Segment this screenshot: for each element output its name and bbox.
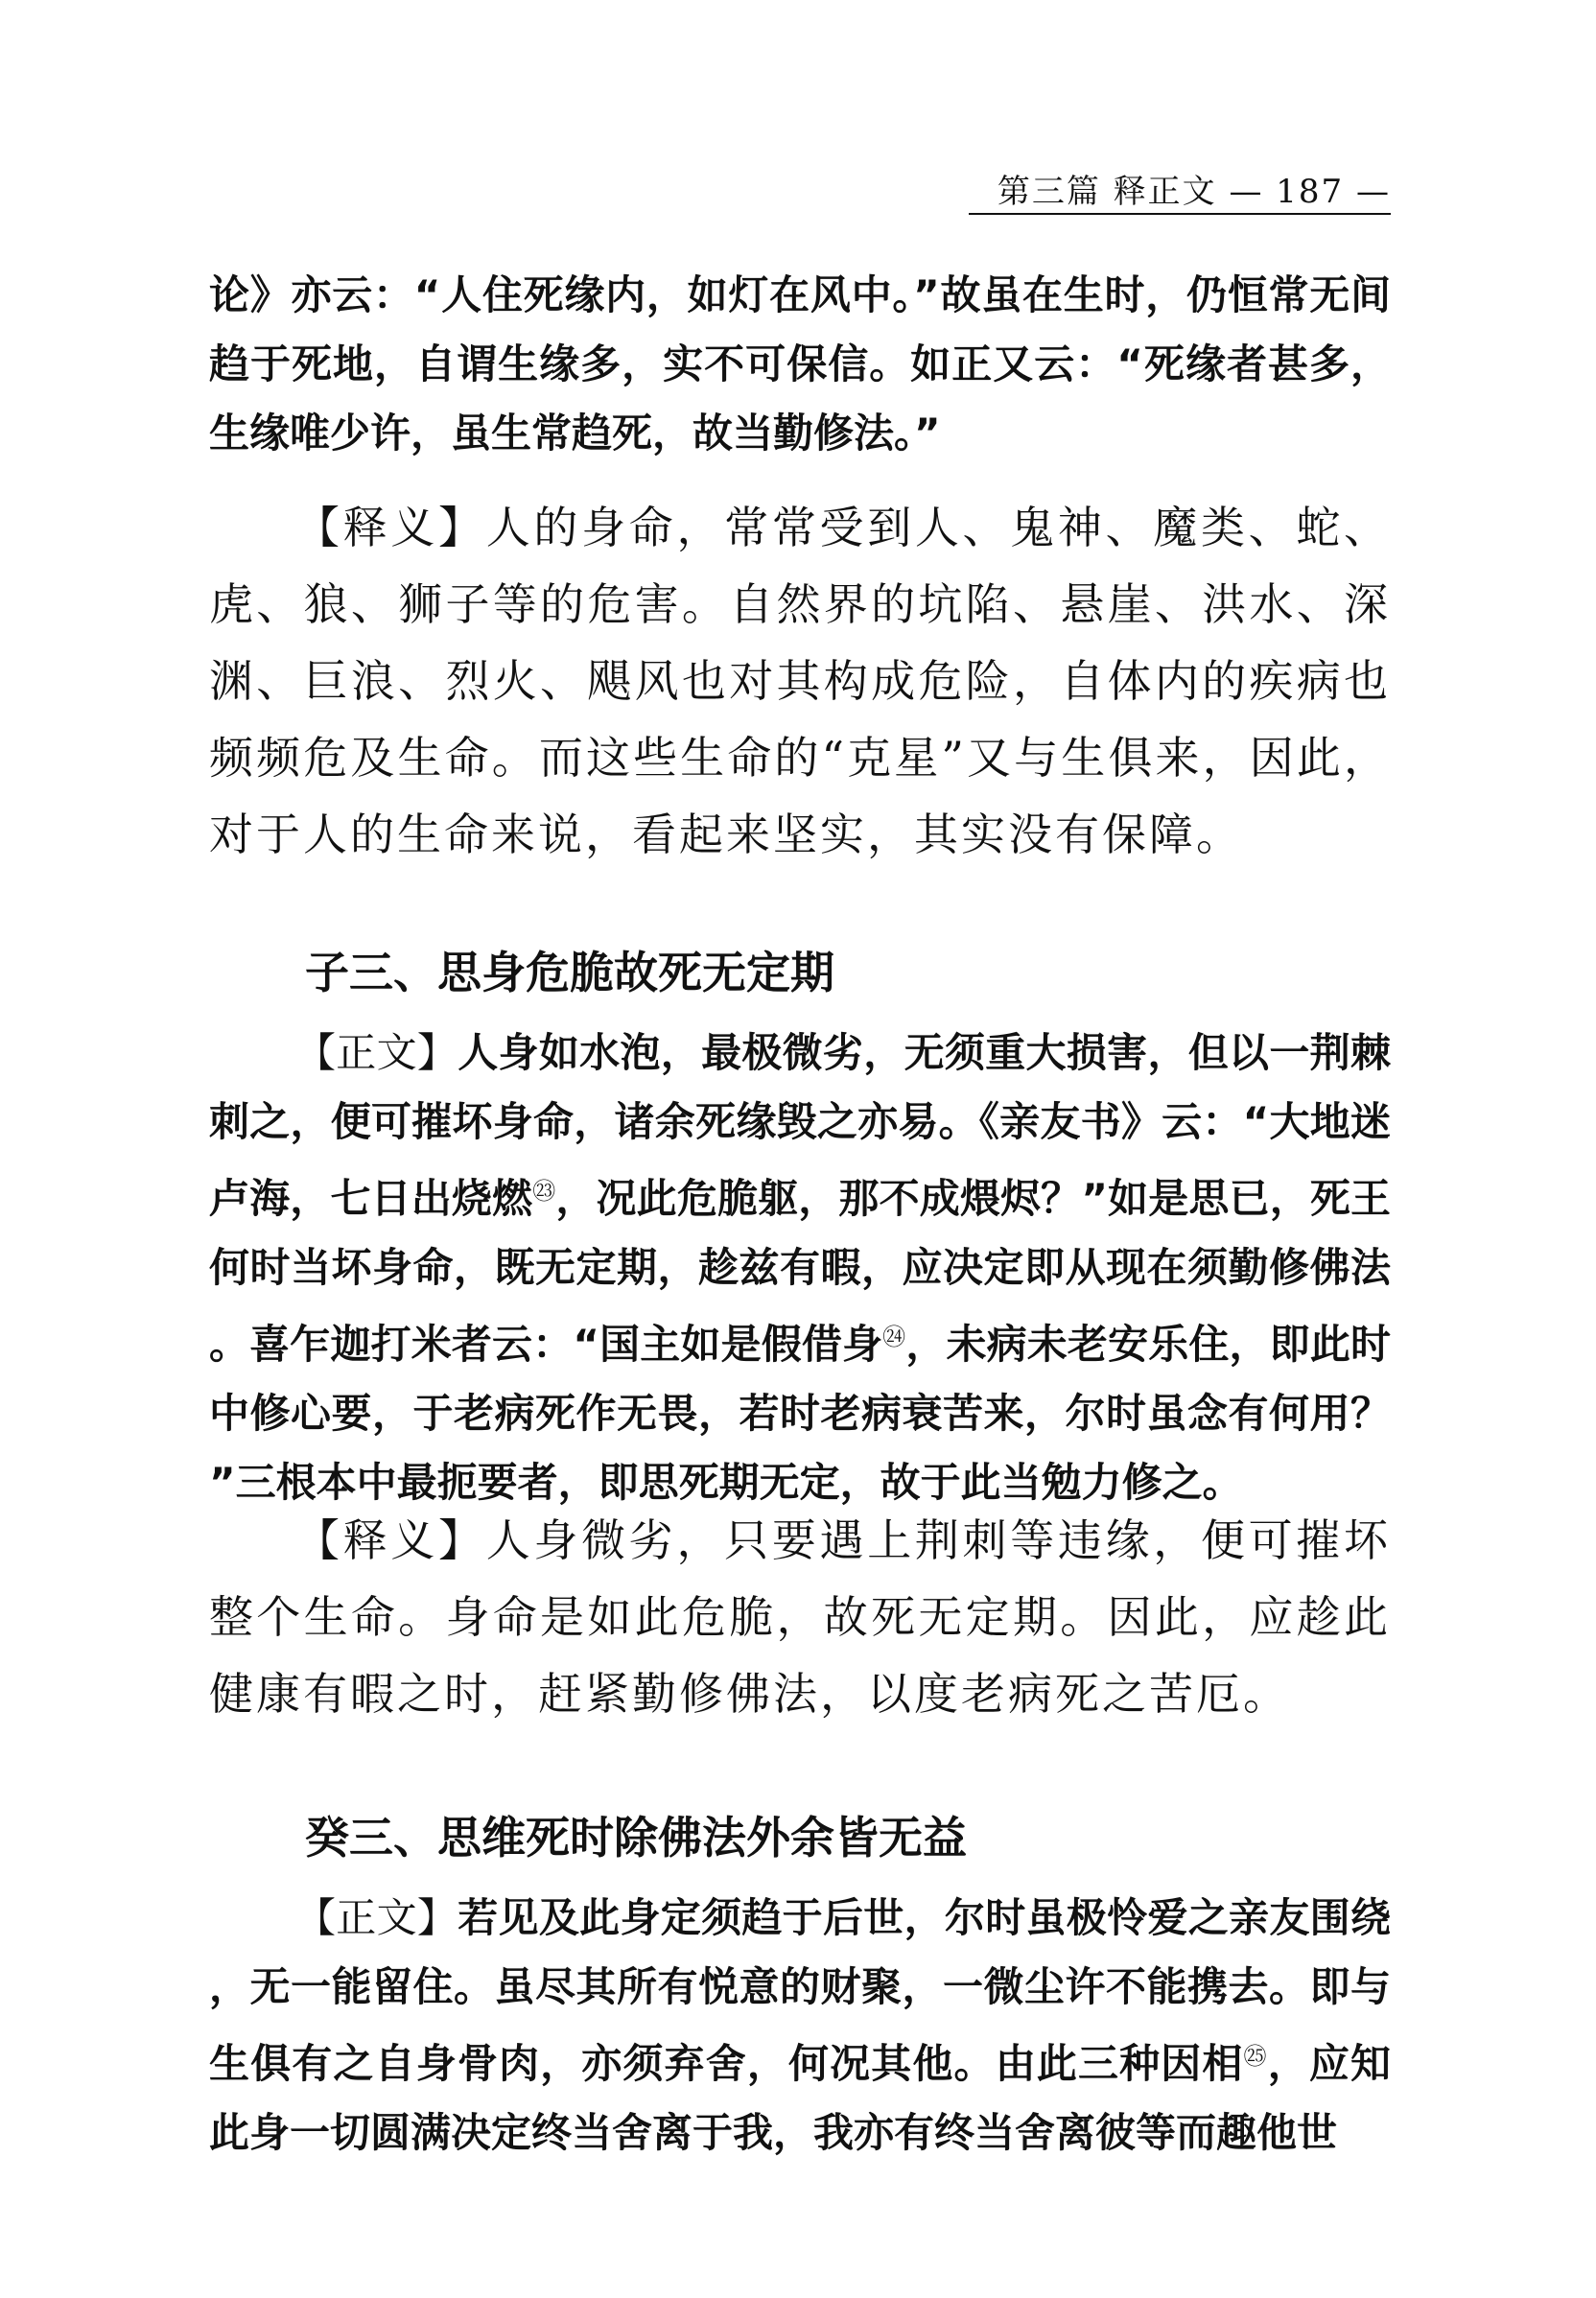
quote-continuation <box>209 261 1391 468</box>
main-text-2-part1: 人身如水泡，最极微劣，无须重大损害，但以一荆棘刺之，便可摧坏身命，诸余死缘毁之亦易。《亲友书》云：“大地迷卢海，七日出烧燃 <box>209 1029 1391 1222</box>
explanation-label-1: 【释义】 <box>295 502 486 553</box>
main-text-2-part2: ，况此危脆躯，那不成煨烬？”如是思已，死王何时当坏身命，既无定期，趁兹有暇，应决定即从现在须勤修佛法。喜乍迦打米者云：“国主如是假借身 <box>209 1175 1391 1368</box>
main-text-3-part2: ，应知此身一切圆满决定终当舍离于我，我亦有终当舍离彼等而趣他世 <box>209 2040 1391 2156</box>
main-text-2-part3: ，未病未老安乐住，即此时中修心要，于老病死作无畏，若时老病衰苦来，尔时虽念有何用？”三根本中最扼要者，即思死期无定，故于此当勉力修之。 <box>209 1321 1391 1506</box>
explanation-text-1: 人的身命，常常受到人、鬼神、魔类、蛇、虎、狼、狮子等的危害。自然界的坑陷、悬崖、洪水、深渊、巨浪、烈火、飓风也对其构成危险，自体内的疾病也频频危及生命。而这些生命的“克星”又与生俱来，因此，对于人的生命来说，看起来坚实，其实没有保障。 <box>209 502 1392 860</box>
main-text-3-part1: 若见及此身定须趋于后世，尔时虽极怜爱之亲友围绕，无一能留住。虽尽其所有悦意的财聚，一微尘许不能携去。即与生俱有之自身骨肉，亦须弃舍，何况其他。由此三种因相 <box>209 1894 1391 2087</box>
explanation-paragraph-1 <box>209 489 1391 873</box>
main-text-label-2: 【正文】 <box>295 1029 458 1076</box>
footnote-marker-24: ㉔ <box>882 1324 906 1350</box>
main-text-paragraph-3 <box>209 1884 1391 2168</box>
running-head-section: 第三篇 释正文 <box>997 173 1217 211</box>
running-head <box>969 165 1391 212</box>
explanation-paragraph-2 <box>209 1502 1391 1732</box>
explanation-label-2: 【释义】 <box>295 1514 486 1566</box>
page-number: — 187 — <box>1229 173 1391 211</box>
main-text-2 <box>209 1019 1391 1517</box>
explanation-text-2: 人身微劣，只要遇上荆刺等违缘，便可摧坏整个生命。身命是如此危脆，故死无定期。因此，应趁此健康有暇之时，赶紧勤修佛法，以度老病死之苦厄。 <box>209 1514 1392 1720</box>
section-heading-2: 子三、思身危脆故死无定期 <box>305 947 834 998</box>
section-heading-3: 癸三、思维死时除佛法外余皆无益 <box>305 1812 967 1864</box>
header-rule <box>969 213 1391 215</box>
explanation-1 <box>209 489 1391 873</box>
explanation-2 <box>209 1502 1391 1732</box>
main-text-paragraph-2 <box>209 1019 1391 1517</box>
footnote-marker-23: ㉓ <box>532 1178 556 1205</box>
footnote-marker-25: ㉕ <box>1243 2043 1268 2070</box>
main-text-label-3: 【正文】 <box>295 1894 458 1941</box>
main-text-3 <box>209 1884 1391 2168</box>
quote-paragraph: 论》亦云：“人住死缘内，如灯在风中。”故虽在生时，仍恒常无间趋于死地，自谓生缘多，实不可保信。如正又云：“死缘者甚多，生缘唯少许，虽生常趋死，故当勤修法。” <box>209 271 1391 457</box>
